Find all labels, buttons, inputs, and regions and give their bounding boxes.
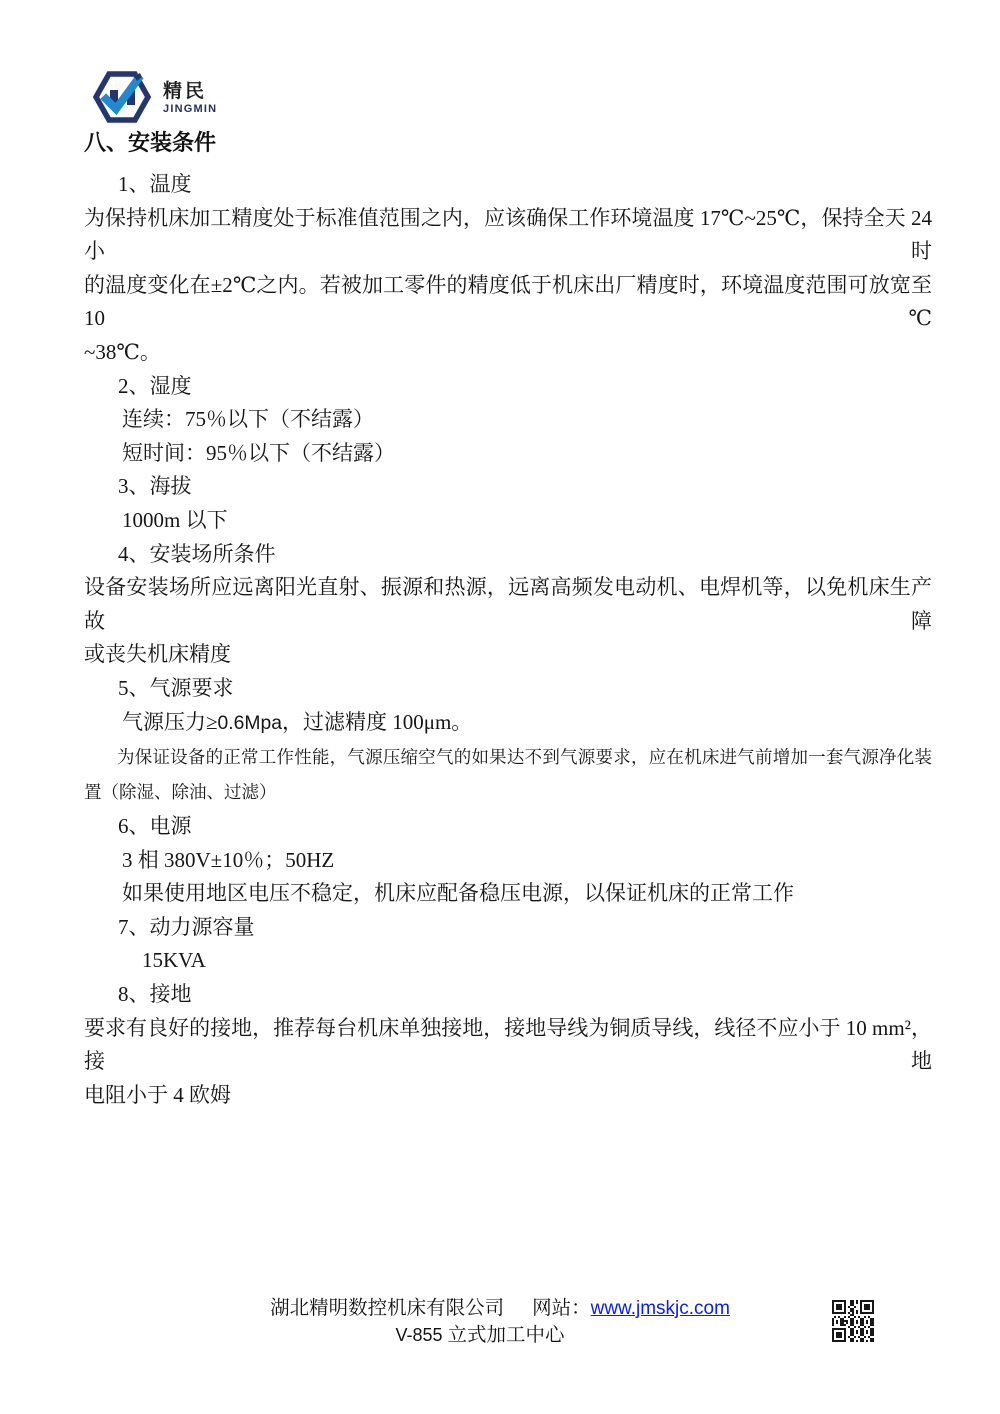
doc-line: 6、电源	[118, 814, 192, 839]
doc-line: 2、湿度	[118, 373, 192, 398]
doc-line: 15KVA	[142, 948, 206, 973]
doc-line: 5、气源要求	[118, 675, 234, 700]
website-label: 网站：	[532, 1298, 591, 1319]
doc-line: 4、安装场所条件	[118, 541, 276, 566]
doc-line: ~38℃。	[84, 339, 161, 364]
doc-line: 电阻小于 4 欧姆	[84, 1082, 231, 1107]
jingmin-hexagon-logo-icon	[90, 68, 154, 126]
doc-line: 3 相 380V±10％；50HZ	[122, 847, 335, 872]
doc-line: 设备安装场所应远离阳光直射、振源和热源，远离高频发电动机、电焊机等，以免机床生产故障	[84, 575, 932, 633]
document-body	[84, 128, 938, 1112]
doc-line: 为保持机床加工精度处于标准值范围之内，应该确保工作环境温度 17℃~25℃，保持全天 24 小时	[84, 205, 938, 264]
doc-line	[122, 706, 932, 741]
product-model: V-855	[395, 1325, 443, 1345]
doc-line: 连续：75％以下（不结露）	[122, 407, 374, 432]
company-logo	[90, 68, 217, 126]
doc-line: 1、温度	[118, 172, 192, 196]
doc-lines	[84, 168, 938, 1112]
brand-name-en: JINGMIN	[163, 102, 218, 115]
qr-code	[832, 1300, 874, 1342]
doc-line: 的温度变化在±2℃之内。若被加工零件的精度低于机床出厂精度时，环境温度范围可放宽至 10℃	[84, 272, 938, 331]
brand-name-cn: 精民	[163, 80, 208, 102]
doc-line-part: ，过滤精度 100μm。	[281, 709, 473, 734]
doc-line: 7、动力源容量	[118, 914, 255, 939]
footer-product-line	[0, 1322, 960, 1349]
doc-line: 短时间：95％以下（不结露）	[122, 440, 395, 465]
doc-line-part: 0.6Mpa	[217, 712, 282, 734]
doc-line: 要求有良好的接地，推荐每台机床单独接地，接地导线为铜质导线，线径不应小于 10 mm²，接地	[84, 1015, 932, 1074]
company-name: 湖北精明数控机床有限公司	[270, 1298, 505, 1319]
section-heading: 八、安装条件	[84, 130, 217, 155]
doc-line: 如果使用地区电压不稳定，机床应配备稳压电源，以保证机床的正常工作	[122, 881, 794, 906]
doc-line: 或丧失机床精度	[84, 642, 231, 667]
website-link[interactable]: www.jmskjc.com	[590, 1298, 730, 1319]
doc-line-part: 气源压力≥	[122, 709, 218, 734]
logo-text	[163, 82, 217, 115]
doc-line: 为保证设备的正常工作性能，气源压缩空气的如果达不到气源要求，应在机床进气前增加一套气源净化装	[117, 747, 932, 768]
doc-line: 8、接地	[118, 982, 192, 1007]
doc-line: 置（除湿、除油、过滤）	[84, 782, 277, 803]
doc-line: 3、海拔	[118, 474, 192, 499]
product-name: 立式加工中心	[442, 1325, 565, 1346]
doc-line: 1000m 以下	[122, 507, 228, 532]
